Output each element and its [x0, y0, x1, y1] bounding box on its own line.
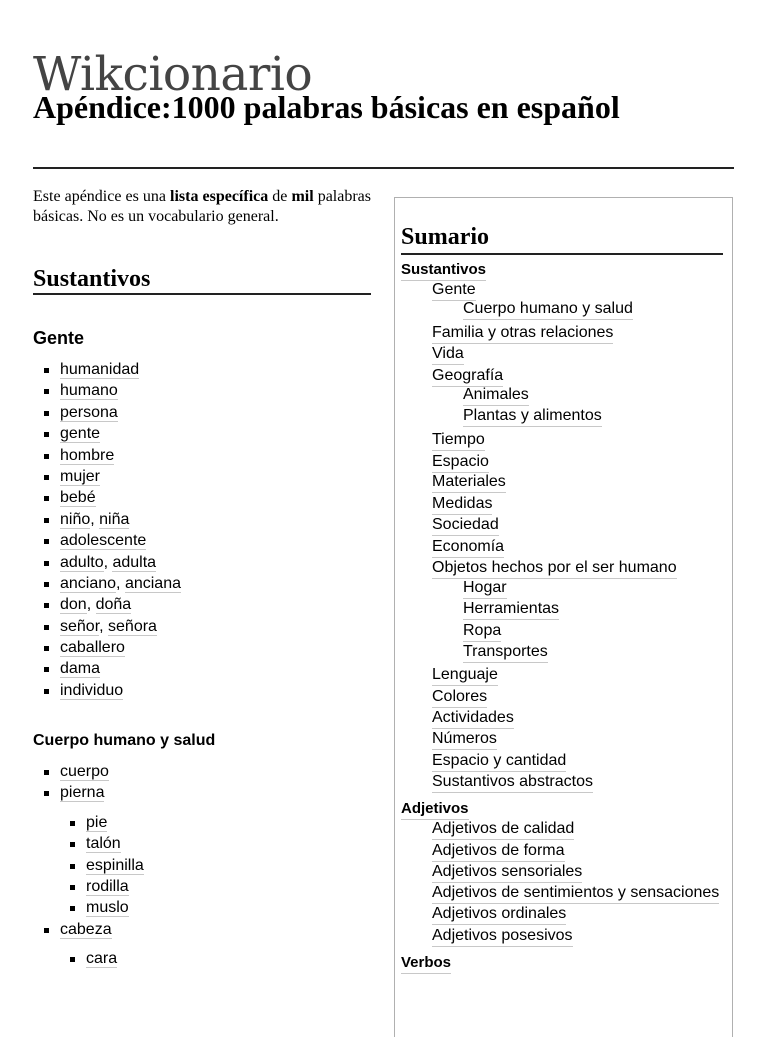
intro-paragraph — [33, 187, 371, 227]
list-item: adulto, adulta — [33, 552, 181, 573]
list-item — [33, 680, 181, 701]
word-link[interactable]: adolescente — [60, 532, 147, 550]
word-link[interactable]: señora — [108, 617, 157, 635]
toc-item[interactable]: Adjetivos posesivos — [432, 926, 573, 947]
list-item: niño, niña — [33, 509, 181, 530]
table-of-contents — [394, 197, 733, 1037]
toc-item[interactable]: Actividades — [432, 708, 514, 729]
toc-item[interactable]: Tiempo — [432, 430, 485, 451]
word-link[interactable]: anciana — [124, 574, 181, 592]
toc-item[interactable]: Hogar — [463, 578, 507, 599]
word-link[interactable]: cabeza — [60, 920, 112, 938]
toc-item[interactable]: Verbos — [401, 953, 451, 974]
toc-item[interactable]: Objetos hechos por el ser humano — [432, 558, 677, 579]
list-item — [33, 658, 181, 679]
word-link[interactable]: don — [60, 596, 87, 614]
list-item — [33, 637, 181, 658]
word-link[interactable]: talón — [86, 835, 121, 853]
toc-divider — [401, 253, 723, 255]
word-link[interactable]: señor — [60, 617, 100, 635]
intro-bold-2: mil — [291, 188, 314, 205]
toc-item[interactable]: Sociedad — [432, 515, 499, 536]
toc-item[interactable]: Colores — [432, 687, 487, 708]
word-link[interactable]: persona — [60, 403, 118, 421]
list-item — [33, 919, 144, 940]
list-item — [33, 782, 144, 803]
toc-item[interactable]: Adjetivos — [401, 799, 469, 820]
toc-item[interactable]: Ropa — [463, 621, 501, 642]
word-link[interactable]: humanidad — [60, 361, 140, 378]
word-link[interactable]: mujer — [60, 467, 101, 485]
site-title: Wikcionario — [33, 47, 313, 102]
list-item: don, doña — [33, 594, 181, 615]
word-link[interactable]: pierna — [60, 784, 105, 802]
list-item — [33, 487, 181, 508]
word-link[interactable]: anciano — [60, 574, 117, 592]
word-link[interactable]: cara — [86, 950, 118, 968]
toc-item[interactable]: Adjetivos ordinales — [432, 904, 566, 925]
toc-item[interactable]: Cuerpo humano y salud — [463, 299, 633, 320]
toc-item[interactable]: Adjetivos de forma — [432, 841, 565, 862]
word-link[interactable]: caballero — [60, 639, 125, 657]
toc-item[interactable]: Gente — [432, 280, 476, 301]
list-item — [33, 897, 144, 918]
intro-text-3: palabras básicas. No es un vocabulario general. — [33, 188, 372, 225]
list-item — [33, 855, 144, 876]
word-link[interactable]: humano — [60, 382, 118, 400]
title-divider — [33, 167, 734, 169]
list-item — [33, 359, 181, 380]
toc-item[interactable]: Vida — [432, 344, 464, 365]
list-item — [33, 761, 144, 782]
page-title: Apéndice:1000 palabras básicas en español — [33, 89, 620, 125]
word-link[interactable]: espinilla — [86, 856, 144, 874]
word-link[interactable]: individuo — [60, 681, 124, 699]
list-item — [33, 876, 144, 897]
toc-item[interactable]: Adjetivos sensoriales — [432, 862, 582, 883]
toc-item[interactable]: Familia y otras relaciones — [432, 323, 613, 344]
word-link[interactable]: gente — [60, 425, 101, 443]
word-link[interactable]: niño — [60, 510, 91, 528]
toc-item[interactable]: Sustantivos — [401, 260, 486, 281]
gente-word-list — [33, 359, 181, 701]
word-link[interactable]: cuerpo — [60, 763, 109, 780]
word-link[interactable]: rodilla — [86, 877, 129, 895]
word-link[interactable]: muslo — [86, 899, 129, 917]
toc-item[interactable]: Economía — [432, 537, 504, 558]
word-link[interactable]: adulto — [60, 553, 104, 571]
word-link[interactable]: adulta — [112, 553, 157, 571]
toc-item[interactable]: Lenguaje — [432, 665, 498, 686]
section-heading-sustantivos: Sustantivos — [33, 266, 151, 292]
list-item — [33, 530, 181, 551]
list-item — [33, 445, 181, 466]
list-item — [33, 812, 144, 833]
word-link[interactable]: dama — [60, 660, 101, 678]
intro-bold-1: lista específica — [170, 188, 269, 205]
section-divider — [33, 293, 371, 295]
toc-item[interactable]: Sustantivos abstractos — [432, 772, 593, 793]
word-link[interactable]: bebé — [60, 489, 96, 507]
word-link[interactable]: niña — [99, 510, 130, 528]
toc-item[interactable]: Herramientas — [463, 599, 559, 620]
toc-item[interactable]: Materiales — [432, 472, 506, 493]
list-item — [33, 423, 181, 444]
toc-item[interactable]: Transportes — [463, 642, 548, 663]
word-link[interactable]: doña — [95, 596, 132, 614]
toc-item[interactable]: Geografía — [432, 366, 503, 387]
list-item — [33, 380, 181, 401]
word-link[interactable]: hombre — [60, 446, 115, 464]
toc-item[interactable]: Adjetivos de calidad — [432, 819, 574, 840]
word-link[interactable]: pie — [86, 813, 108, 831]
intro-text-1: Este apéndice es una — [33, 188, 170, 205]
toc-item[interactable]: Números — [432, 729, 497, 750]
list-item: anciano, anciana — [33, 573, 181, 594]
toc-title: Sumario — [401, 224, 490, 250]
list-item: señor, señora — [33, 616, 181, 637]
list-item — [33, 466, 181, 487]
list-item — [33, 833, 144, 854]
toc-item[interactable]: Medidas — [432, 494, 492, 515]
intro-text-2: de — [268, 188, 292, 205]
toc-item[interactable]: Adjetivos de sentimientos y sensaciones — [432, 883, 719, 904]
cuerpo-word-list — [33, 761, 144, 970]
subsection-heading-gente: Gente — [33, 328, 85, 348]
toc-item[interactable]: Plantas y alimentos — [463, 406, 602, 427]
toc-item[interactable]: Espacio y cantidad — [432, 751, 566, 772]
toc-item[interactable]: Espacio — [432, 452, 489, 473]
list-item — [33, 948, 144, 969]
toc-item[interactable]: Animales — [463, 385, 529, 406]
subsection-heading-cuerpo: Cuerpo humano y salud — [33, 732, 216, 749]
list-item — [33, 402, 181, 423]
